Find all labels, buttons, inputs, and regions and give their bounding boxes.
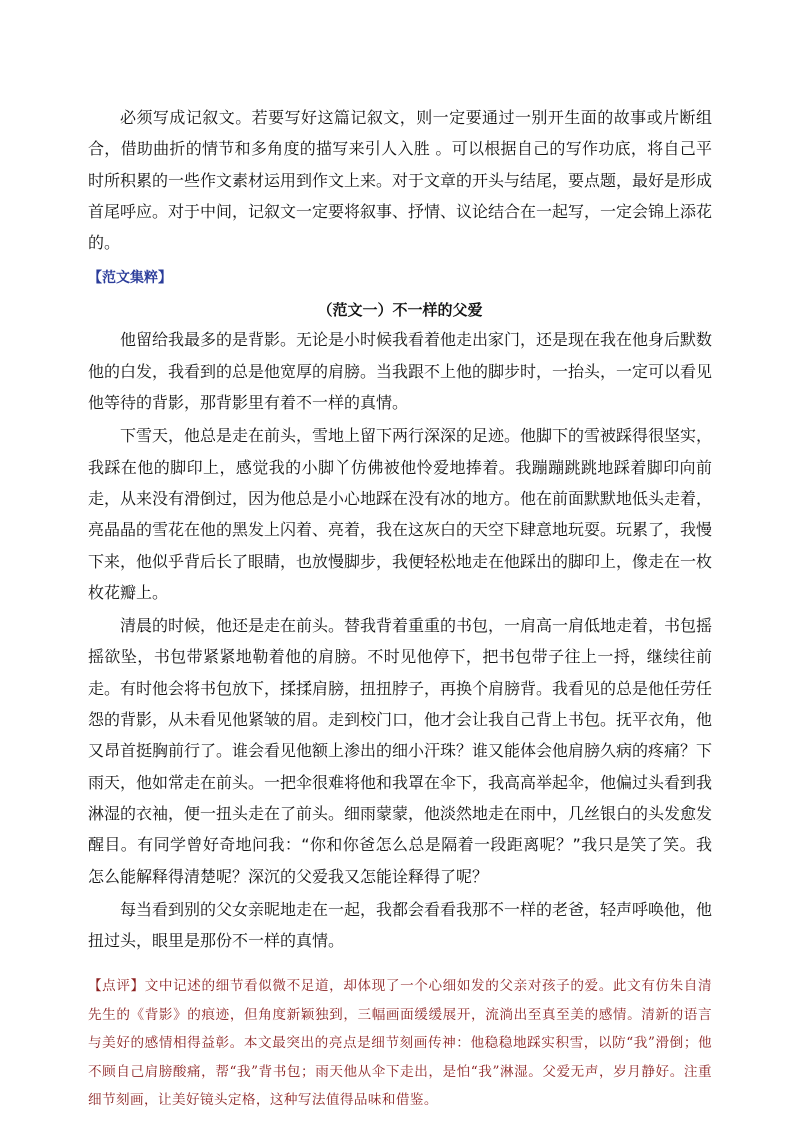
essay-paragraph: 清晨的时候，他还是走在前头。替我背着重重的书包，一肩高一肩低地走着，书包摇摇欲坠，书包带紧紧地勒着他的肩膀。不时见他停下，把书包带子往上一捋，继续往前走。有时他会将书包放下，揉揉肩膀，扭扭脖子，再换个肩膀背。我看见的总是他任劳任怨的背影，从未看见他紧皱的眉。走到校门口，他才会让我自己背上书包。抚平衣角，他又昂首挺胸前行了。谁会看见他额上渗出的细小汗珠？谁又能体会他肩膀久病的疼痛？下雨天，他如常走在前头。一把伞很难将他和我罩在伞下，我高高举起伞，他偏过头看到我淋湿的衣袖，便一扭头走在了前头。细雨蒙蒙，他淡然地走在雨中，几丝银白的头发愈发醒目。有同学曾好奇地问我：“你和你爸怎么总是隔着一段距离呢？”我只是笑了笑。我怎么能解释得清楚呢？深沉的父爱我又怎能诠释得了呢？ <box>88 616 713 886</box>
essay-paragraph: 他留给我最多的是背影。无论是小时候我看着他走出家门，还是现在我在他身后默数他的白发，我看到的总是他宽厚的肩膀。当我跟不上他的脚步时，一抬头，一定可以看见他等待的背影，那背影里有着不一样的真情。 <box>88 330 713 413</box>
intro-paragraph: 必须写成记叙文。若要写好这篇记叙文，则一定要通过一别开生面的故事或片断组合，借助曲折的情节和多角度的描写来引人入胜 。可以根据自己的写作功底，将自己平时所积累的一些作文素材运用到作文上来。对于文章的开头与结尾，要点题，最好是形成首尾呼应。对于中间，记叙文一定要将叙事、抒情、议论结合在一起写，一定会锦上添花的。 <box>88 108 713 253</box>
essay-title: （范文一）不一样的父爱 <box>317 301 483 320</box>
essay-paragraph: 每当看到别的父女亲昵地走在一起，我都会看看我那不一样的老爸，轻声呼唤他，他扭过头，眼里是那份不一样的真情。 <box>88 899 713 951</box>
section-tag-model-essays: 【范文集粹】 <box>88 270 172 287</box>
review-commentary: 【点评】文中记述的细节看似微不足道，却体现了一个心细如发的父亲对孩子的爱。此文有仿朱自清先生的《背影》的痕迹，但角度新颖独到，三幅画面缓缓展开，流淌出至真至美的感情。清新的语言与美好的感情相得益彰。本文最突出的亮点是细节刻画传神：他稳稳地踩实积雪，以防“我”滑倒；他不顾自己肩膀酸痛，帮“我”背书包；雨天他从伞下走出，是怕“我”淋湿。父爱无声，岁月静好。注重细节刻画，让美好镜头定格，这种写法值得品味和借鉴。 <box>88 978 712 1109</box>
document-body <box>88 102 712 1115</box>
essay-paragraph: 下雪天，他总是走在前头，雪地上留下两行深深的足迹。他脚下的雪被踩得很坚实，我踩在他的脚印上，感觉我的小脚丫仿佛被他怜爱地捧着。我蹦蹦跳跳地踩着脚印向前走，从来没有滑倒过，因为他总是小心地踩在没有冰的地方。他在前面默默地低头走着，亮晶晶的雪花在他的黑发上闪着、亮着，我在这灰白的天空下肆意地玩耍。玩累了，我慢下来，他似乎背后长了眼睛，也放慢脚步，我便轻松地走在他踩出的脚印上，像走在一枚枚花瓣上。 <box>88 426 713 602</box>
